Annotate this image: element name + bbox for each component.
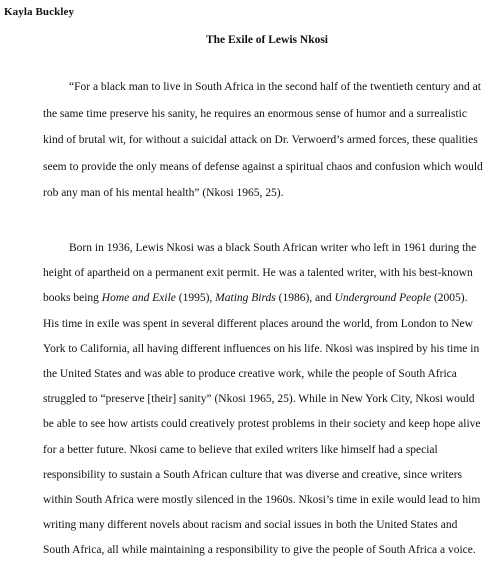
body-text-1: Born in 1936, Lewis Nkosi was a black South African writer who left in 1961 during the height of apartheid on a permanent exit permit. He was a talented writer, with his best-known books being <box>43 242 477 305</box>
body-text-3: (1986), and <box>275 292 335 305</box>
body-text-4: (2005). His time in exile was spent in several different places around the world, from London to New York to California, all having different influences on his life. Nkosi was inspired by his time in the United States and was able to produce creative work, while the people of South Africa struggled to “preserve [their] sanity” (Nkosi 1965, 25). While in New York City, Nkosi would be able to see how artists could creatively protest problems in their society and keep hope alive for a better future. Nkosi came to believe that exiled writers like himself had a special responsibility to sustain a South African culture that was diverse and creative, since writers within South Africa were mostly silenced in the 1960s. Nkosi’s time in exile would lead to him writing many different novels about racism and social issues in both the United States and South Africa, all while maintaining a responsibility to give the people of South Africa a voice. <box>43 292 481 557</box>
book-title-home-and-exile: Home and Exile <box>101 292 176 305</box>
author-name: Kayla Buckley <box>4 6 75 18</box>
book-title-mating-birds: Mating Birds <box>215 292 276 305</box>
block-quote: “For a black man to live in South Africa in the second half of the twentieth century and at the same time preserve his sanity, he requires an enormous sense of humor and a surrealistic kind of brutal wit, for without a suicidal attack on Dr. Verwoerd’s armed forces, these qualities seem to provide the only means of defense against a spiritual chaos and confusion which would rob any man of his mental health” (Nkosi 1965, 25). <box>43 81 483 199</box>
body-paragraph <box>43 236 483 564</box>
essay-title: The Exile of Lewis Nkosi <box>205 34 329 46</box>
book-title-underground-people: Underground People <box>334 292 432 305</box>
body-text-2: (1995), <box>175 292 216 305</box>
